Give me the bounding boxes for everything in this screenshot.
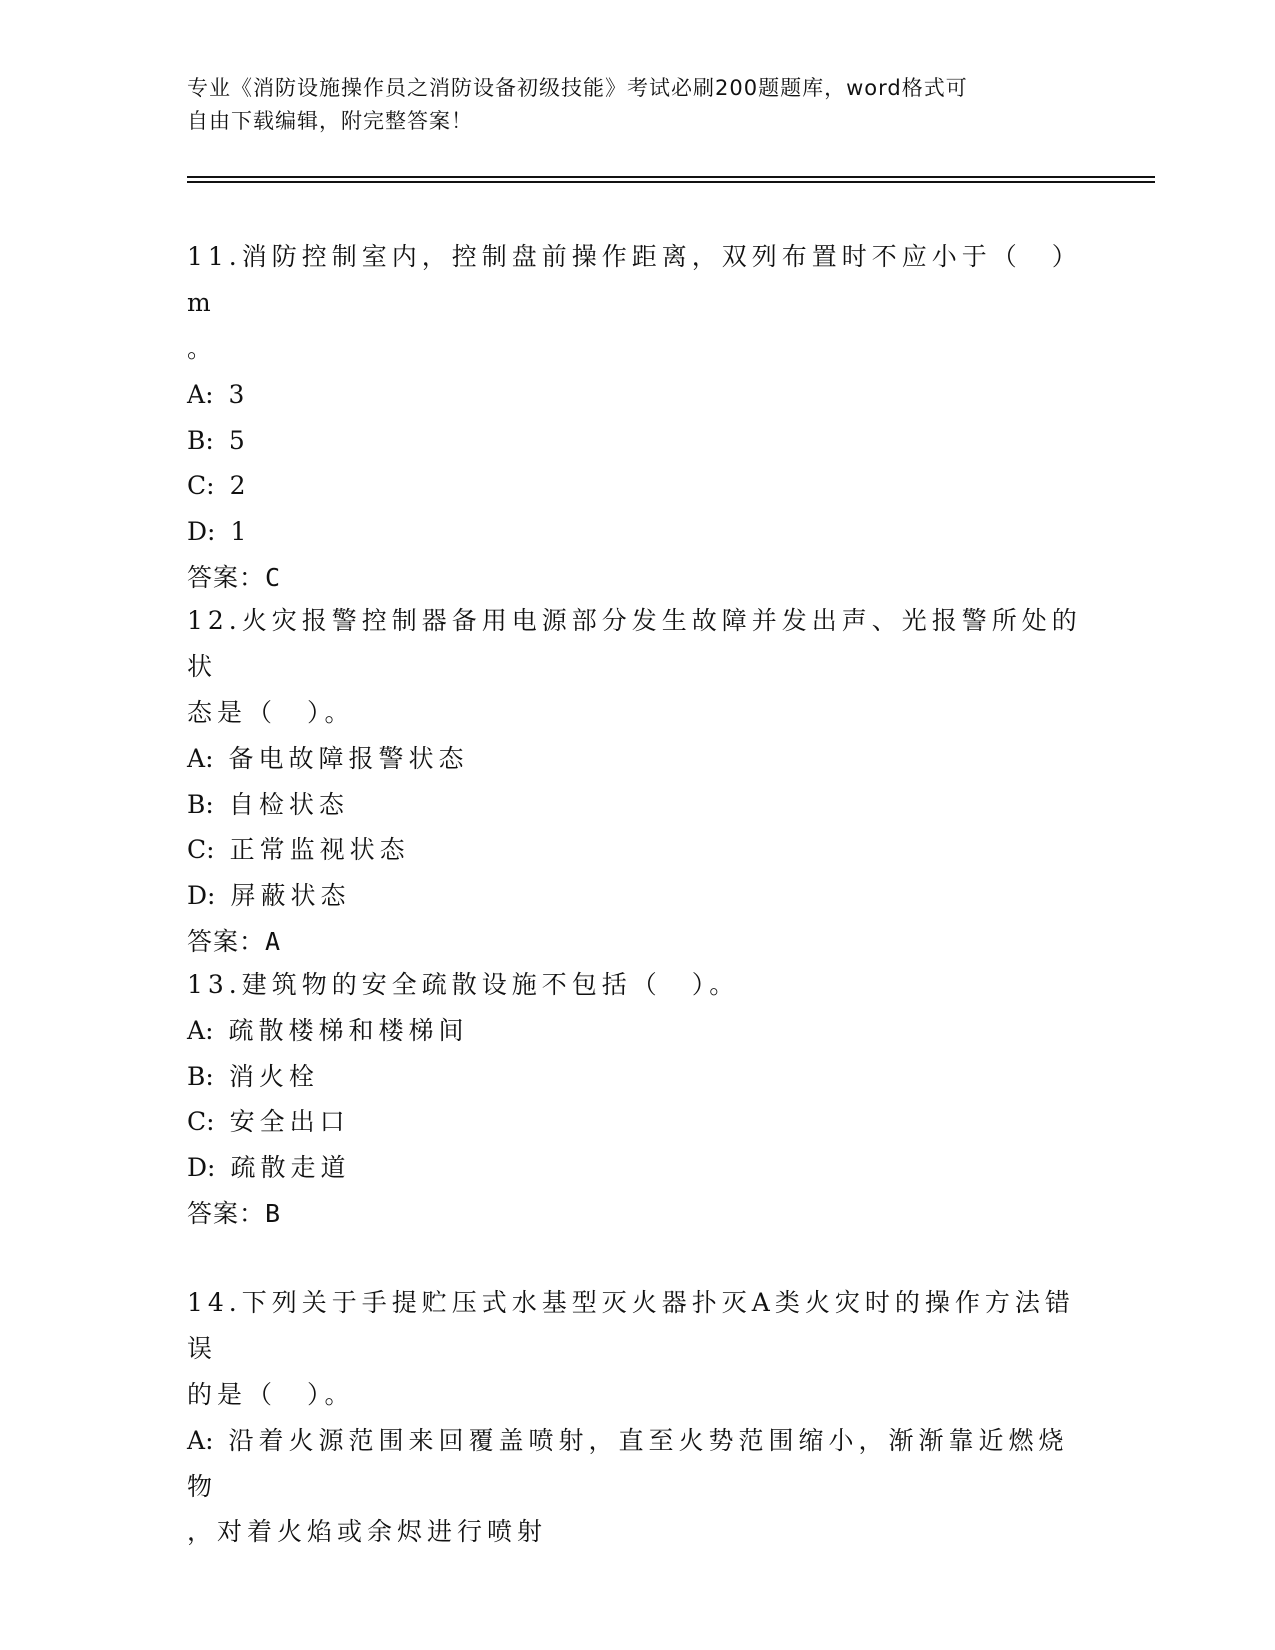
question-14 [187, 1280, 1087, 1555]
option-c: C: 安全出口 [187, 1107, 350, 1136]
question-stem: 14.下列关于手提贮压式水基型灭火器扑灭A类火灾时的操作方法错误 [187, 1288, 1075, 1363]
answer-line [187, 919, 1087, 964]
question-stem: 12.火灾报警控制器备用电源部分发生故障并发出声、光报警所处的状 [187, 606, 1082, 681]
option-b: B: 消火栓 [187, 1061, 319, 1091]
question-11 [187, 234, 1087, 600]
answer-label: 答案： [187, 563, 266, 592]
option-a: A: 3 [187, 380, 250, 409]
document-header [187, 72, 1087, 138]
option-d: D: 疏散走道 [187, 1152, 351, 1182]
question-stem: 11.消防控制室内，控制盘前操作距离，双列布置时不应小于（ ）m [187, 242, 1082, 317]
header-line-2: 自由下载编辑，附完整答案！ [187, 109, 473, 133]
question-stem-continued: 态是（ ）。 [187, 698, 355, 727]
header-line-1: 专业《消防设施操作员之消防设备初级技能》考试必刷200题题库，word格式可 [187, 76, 968, 100]
answer-value: A [265, 927, 282, 956]
option-d: D: 屏蔽状态 [187, 880, 351, 910]
option-d: D: 1 [187, 516, 252, 546]
question-12 [187, 598, 1087, 964]
option-b: B: 5 [187, 425, 250, 455]
answer-label: 答案： [187, 1199, 266, 1228]
question-stem-continued: 的是（ ）。 [187, 1380, 355, 1409]
header-divider-bottom [187, 181, 1155, 183]
option-a-continued: ，对着火焰或余烬进行喷射 [187, 1517, 548, 1546]
option-c: C: 2 [187, 471, 251, 500]
answer-value: B [265, 1199, 282, 1228]
answer-label: 答案： [187, 927, 266, 956]
header-divider-top [187, 176, 1155, 178]
option-b: B: 自检状态 [187, 789, 349, 819]
option-a: A: 疏散楼梯和楼梯间 [187, 1016, 469, 1045]
question-stem: 13.建筑物的安全疏散设施不包括（ ）。 [187, 970, 740, 999]
option-c: C: 正常监视状态 [187, 835, 410, 864]
answer-value: C [265, 563, 282, 592]
option-a: A: 沿着火源范围来回覆盖喷射，直至火势范围缩小，渐渐靠近燃烧物 [187, 1426, 1069, 1501]
answer-line [187, 555, 1087, 600]
question-13 [187, 962, 1087, 1236]
question-stem-continued: 。 [187, 334, 218, 363]
answer-line [187, 1191, 1087, 1236]
option-a: A: 备电故障报警状态 [187, 744, 469, 773]
